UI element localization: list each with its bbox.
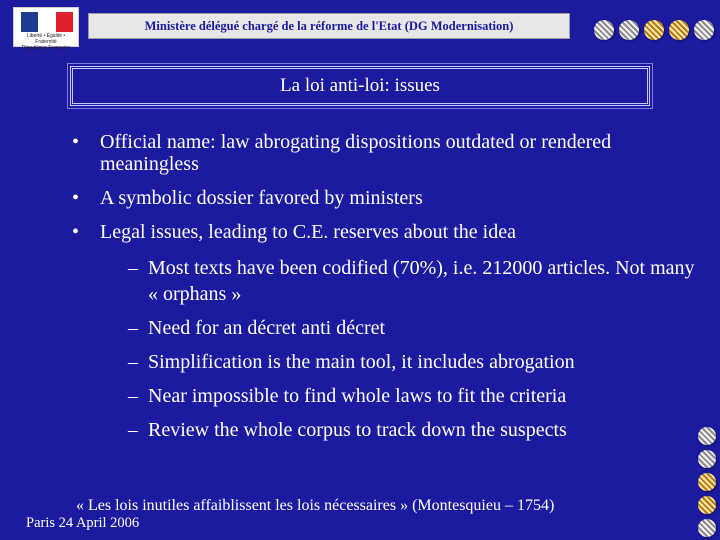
republique-francaise-logo <box>13 7 79 51</box>
sub-bullet-text: Need for an décret anti décret <box>148 317 386 339</box>
sub-bullet-item <box>128 255 702 307</box>
sub-bullet-item <box>128 315 702 341</box>
slide-title: La loi anti-loi: issues <box>280 75 440 96</box>
bullet-icon: • <box>72 221 80 243</box>
silver-dot-icon <box>698 450 716 468</box>
gold-dot-icon <box>698 473 716 491</box>
sub-bullet-text: Most texts have been codified (70%), i.e. 212000 articles. Not many « orphans » <box>148 257 695 305</box>
bullet-icon: • <box>72 187 80 209</box>
sub-bullet-text: Near impossible to find whole laws to fit the criteria <box>148 385 567 407</box>
logo-motto: Liberté • Égalité • Fraternité <box>26 33 66 45</box>
sub-bullet-item <box>128 349 702 375</box>
slide-title-box <box>70 66 650 106</box>
bullet-item <box>72 131 702 175</box>
ministry-banner <box>88 13 570 39</box>
silver-dot-icon <box>619 20 639 40</box>
dash-icon: – <box>128 317 138 339</box>
bullet-item <box>72 221 702 243</box>
tricolor-flag-icon <box>21 12 73 32</box>
montesquieu-quote: « Les lois inutiles affaiblissent les lois nécessaires » (Montesquieu – 1754) <box>76 497 555 514</box>
silver-dot-icon <box>698 427 716 445</box>
gold-dot-icon <box>698 496 716 514</box>
silver-dot-icon <box>694 20 714 40</box>
sub-bullet-item <box>128 417 702 443</box>
slide-content <box>72 131 702 451</box>
footer-date: Paris 24 April 2006 <box>26 515 140 531</box>
sub-bullet-text: Review the whole corpus to track down the suspects <box>148 419 567 441</box>
dash-icon: – <box>128 385 138 407</box>
bullet-icon: • <box>72 131 80 153</box>
dash-icon: – <box>128 419 138 441</box>
dash-icon: – <box>128 257 138 279</box>
gold-dot-icon <box>644 20 664 40</box>
decorative-dots-side <box>698 427 716 537</box>
gold-dot-icon <box>669 20 689 40</box>
bullet-text: Legal issues, leading to C.E. reserves about the idea <box>100 221 516 243</box>
silver-dot-icon <box>594 20 614 40</box>
bullet-text: A symbolic dossier favored by ministers <box>100 187 423 209</box>
dash-icon: – <box>128 351 138 373</box>
ministry-banner-text: Ministère délégué chargé de la réforme de l'Etat (DG Modernisation) <box>144 18 514 33</box>
sub-bullet-text: Simplification is the main tool, it includes abrogation <box>148 351 575 373</box>
bullet-item <box>72 187 702 209</box>
logo-country: République Française <box>21 45 71 51</box>
silver-dot-icon <box>698 519 716 537</box>
bullet-text: Official name: law abrogating dispositions outdated or rendered meaningless <box>100 131 612 175</box>
sub-bullet-item <box>128 383 702 409</box>
decorative-dots-top <box>594 20 714 40</box>
